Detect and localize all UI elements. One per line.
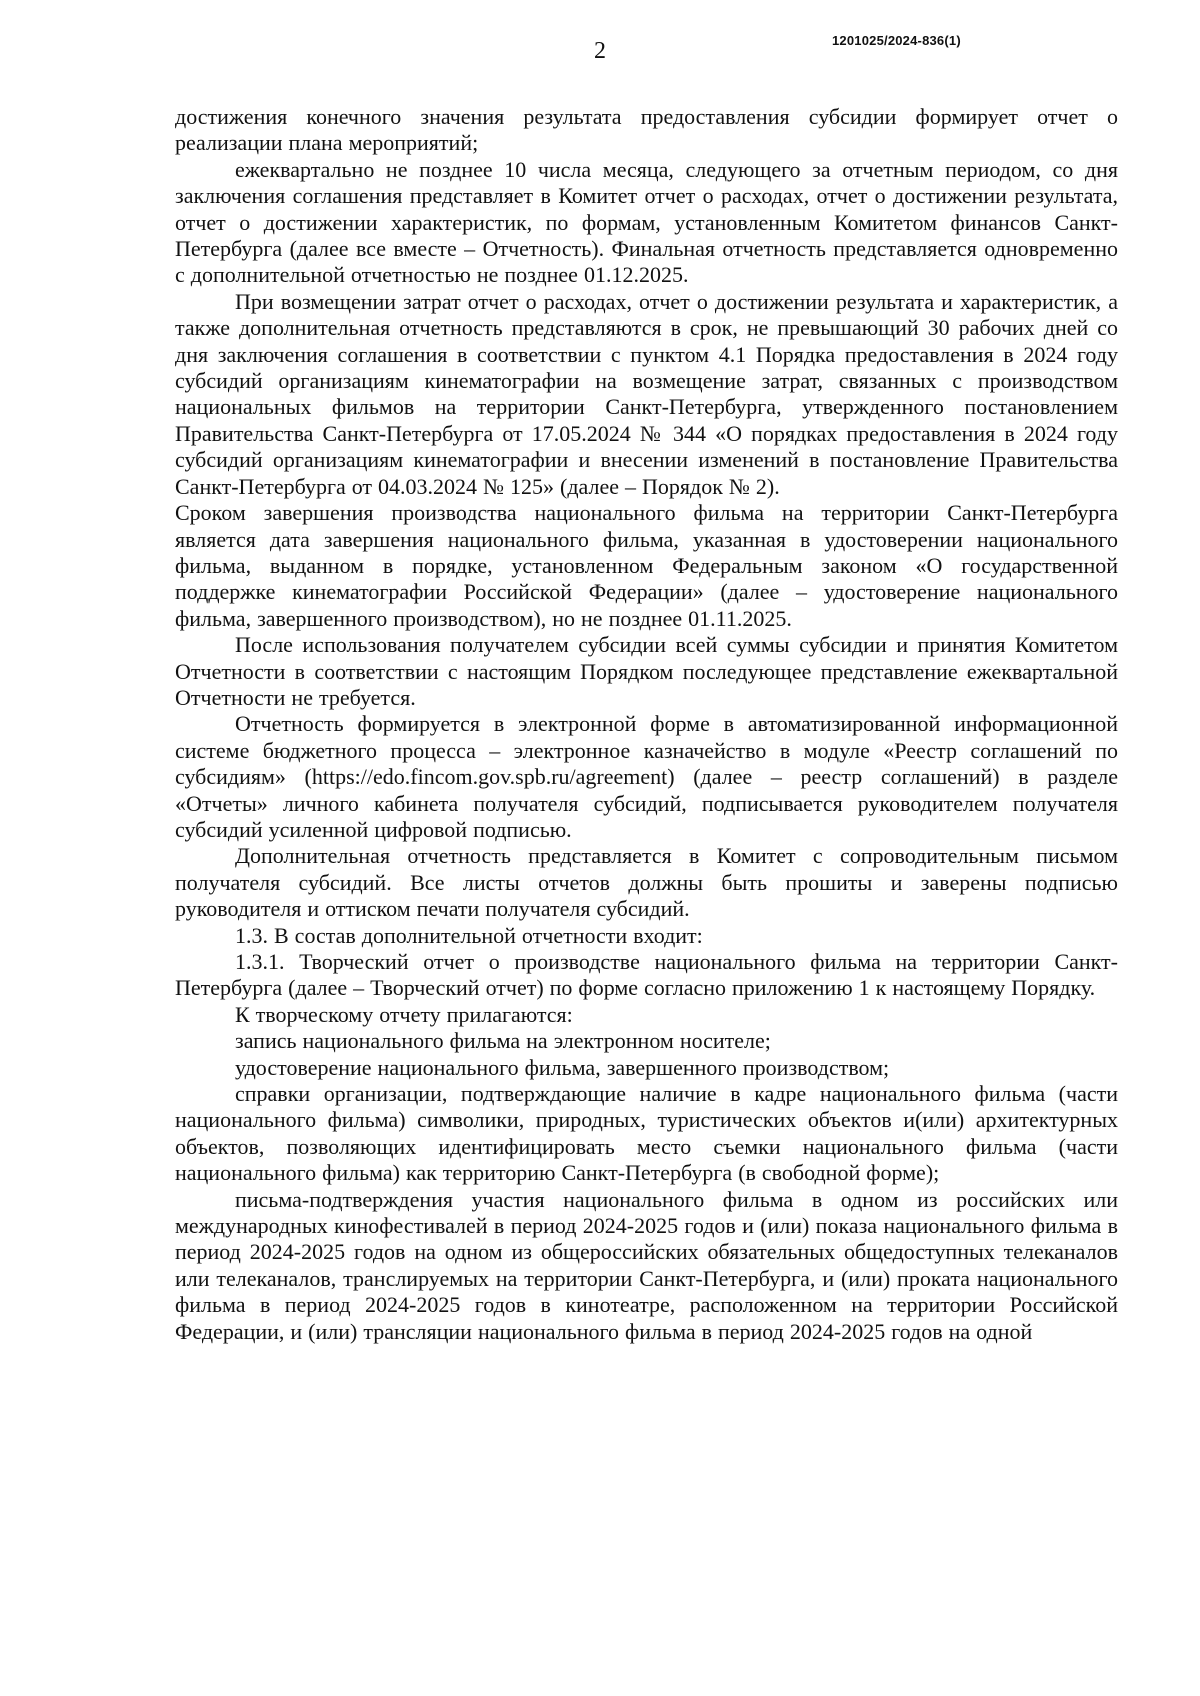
paragraph: Дополнительная отчетность представляется в Комитет с сопроводительным письмом получателя субсидий. Все листы отчетов должны быть прошиты и заверены подписью руководителя и оттиском печати получателя субсидий. [175,843,1118,922]
list-item: справки организации, подтверждающие наличие в кадре национального фильма (части национального фильма) символики, природных, туристических объектов и(или) архитектурных объектов, позволяющих идентифицировать место съемки национального фильма (части национального фильма) как территорию Санкт-Петербурга (в свободной форме); [175,1081,1118,1186]
paragraph: Отчетность формируется в электронной форме в автоматизированной информационной системе бюджетного процесса – электронное казначейство в модуле «Реестр соглашений по субсидиям» (https://edo.fincom.gov.spb.ru/agreement) (далее – реестр соглашений) в разделе «Отчеты» личного кабинета получателя субсидий, подписывается руководителем получателя субсидий усиленной цифровой подписью. [175,711,1118,842]
page-number: 2 [594,38,606,64]
document-registration-number: 1201025/2024-836(1) [832,33,961,48]
document-body [175,104,1118,1345]
section-heading: 1.3. В состав дополнительной отчетности входит: [235,922,703,948]
paragraph: достижения конечного значения результата предоставления субсидии формирует отчет о реализации плана мероприятий; [175,104,1118,156]
paragraph: 1.3.1. Творческий отчет о производстве национального фильма на территории Санкт-Петербурга (далее – Творческий отчет) по форме согласно приложению 1 к настоящему Порядку. [175,949,1118,1001]
list-item: письма-подтверждения участия национального фильма в одном из российских или международных кинофестивалей в период 2024-2025 годов и (или) показа национального фильма в период 2024-2025 годов на одном из общероссийских обязательных общедоступных телеканалов или телеканалов, транслируемых на территории Санкт-Петербурга, и (или) проката национального фильма в период 2024-2025 годов в кинотеатре, расположенном на территории Российской Федерации, и (или) трансляции национального фильма в период 2024-2025 годов на одной [175,1186,1118,1344]
paragraph: ежеквартально не позднее 10 числа месяца, следующего за отчетным периодом, со дня заключения соглашения представляет в Комитет отчет о расходах, отчет о достижении результата, отчет о достижении характеристик, по формам, установленным Комитетом финансов Санкт-Петербурга (далее все вместе – Отчетность). Финальная отчетность представляется одновременно с дополнительной отчетностью не позднее 01.12.2025. [175,156,1118,288]
paragraph: После использования получателем субсидии всей суммы субсидии и принятия Комитетом Отчетности в соответствии с настоящим Порядком последующее представление ежеквартальной Отчетности не требуется. [175,632,1118,710]
paragraph: При возмещении затрат отчет о расходах, отчет о достижении результата и характеристик, а также дополнительная отчетность представляются в срок, не превышающий 30 рабочих дней со дня заключения соглашения в соответствии с пунктом 4.1 Порядка предоставления в 2024 году субсидий организациям кинематографии на возмещение затрат, связанных с производством национальных фильмов на территории Санкт-Петербурга, утвержденного постановлением Правительства Санкт-Петербурга от 17.05.2024 № 344 «О порядках предоставления в 2024 году субсидий организациям кинематографии и внесении изменений в постановление Правительства Санкт-Петербурга от 04.03.2024 № 125» (далее – Порядок № 2). [175,288,1118,499]
paragraph: Сроком завершения производства национального фильма на территории Санкт-Петербурга является дата завершения национального фильма, указанная в удостоверении национального фильма, выданном в порядке, установленном Федеральным законом «О государственной поддержке кинематографии Российской Федерации» (далее – удостоверение национального фильма, завершенного производством), но не позднее 01.11.2025. [175,500,1118,631]
paragraph: К творческому отчету прилагаются: [235,1001,573,1027]
list-item: запись национального фильма на электронном носителе; [235,1028,771,1054]
list-item: удостоверение национального фильма, завершенного производством; [235,1054,890,1080]
